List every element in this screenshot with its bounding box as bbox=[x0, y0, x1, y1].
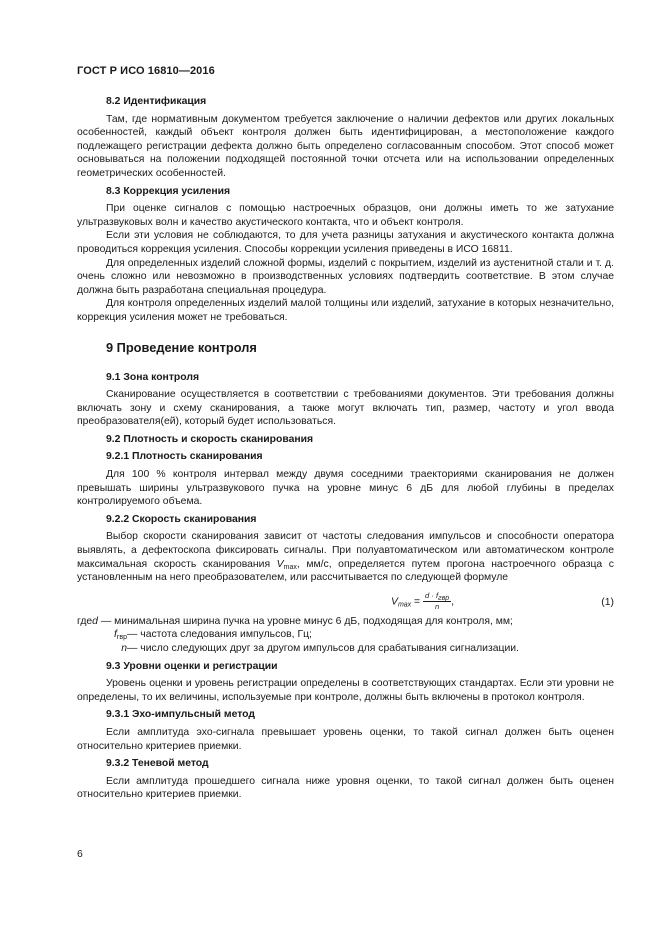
speed-text-part-1: Выбор скорости сканирования зависит от частоты следования импульсов и способности оператора выявлять, а дефектоскопа фиксировать сигналы. При полуавтоматическом или автоматическом контроле максимальная скорость сканирования bbox=[77, 531, 614, 570]
formula-numerator bbox=[423, 591, 451, 602]
section-8-3-paragraph-4: Для контроля определенных изделий малой толщины или изделий, затухание в которых незначительно, коррекция усиления может не требоваться. bbox=[77, 298, 614, 323]
section-9-2-2-heading: 9.2.2 Скорость сканирования bbox=[106, 513, 257, 525]
page-number: 6 bbox=[77, 849, 83, 860]
vmax-symbol: V bbox=[276, 558, 284, 570]
section-8-3-paragraph-3: Для определенных изделий сложной формы, изделий с покрытием, изделий из аустенитной стали и т. д. очень сложно или невозможно в производственных условиях подтвердить соответствие. В этом случае должна быть разработана специальная процедура. bbox=[77, 257, 614, 296]
formula-lhs: V bbox=[391, 596, 398, 608]
legend-text-n: — число следующих друг за другом импульсов для срабатывания сигнализации. bbox=[127, 643, 519, 654]
section-8-3-paragraph-2: Если эти условия не соблюдаются, то для учета разницы затухания и акустического контакта должна проводиться коррекция усиления. Способы коррекции усиления приведены в ИСО 16811. bbox=[77, 230, 614, 255]
section-9-1-heading: 9.1 Зона контроля bbox=[106, 371, 200, 383]
formula-f: f bbox=[436, 590, 439, 600]
legend-row-n bbox=[77, 642, 614, 656]
formula-dot: · bbox=[429, 590, 436, 600]
section-9-2-2-paragraph bbox=[77, 530, 614, 584]
section-9-3-2-heading: 9.3.2 Теневой метод bbox=[106, 758, 209, 770]
section-9-2-heading: 9.2 Плотность и скорость сканирования bbox=[106, 433, 314, 445]
formula-number: (1) bbox=[601, 596, 614, 608]
legend-symbol-f: f bbox=[113, 629, 117, 641]
section-9-3-heading: 9.3 Уровни оценки и регистрации bbox=[106, 660, 278, 672]
formula-expression bbox=[391, 591, 454, 612]
formula-1 bbox=[77, 585, 614, 615]
section-8-3-heading: 8.3 Коррекция усиления bbox=[106, 185, 231, 197]
legend-prefix: где bbox=[77, 615, 93, 627]
formula-comma: , bbox=[451, 596, 455, 608]
vmax-subscript: max bbox=[283, 563, 297, 571]
section-9-2-1-heading: 9.2.1 Плотность сканирования bbox=[106, 451, 263, 463]
legend-symbol-n: n bbox=[121, 643, 127, 654]
section-9-1-paragraph: Сканирование осуществляется в соответствии с требованиями документов. Эти требования должны включать зону и схему сканирования, а также могут включать тип, размер, частоту и угол ввода преобразователя(ей), который будет использоваться. bbox=[77, 389, 614, 428]
formula-f-subscript: гвр bbox=[438, 594, 450, 602]
legend-symbol-f-wrap bbox=[77, 628, 130, 642]
section-9-3-1-heading: 9.3.1 Эхо-импульсный метод bbox=[106, 709, 255, 721]
legend-text-f: — частота следования импульсов, Гц; bbox=[127, 629, 312, 641]
formula-legend bbox=[77, 615, 614, 656]
formula-equals: = bbox=[411, 596, 424, 608]
section-8-3-paragraph-1: При оценке сигналов с помощью настроечных образцов, они должны иметь то же затухание ультразвуковых волн и качество акустического контакта, что и объект контроля. bbox=[77, 203, 614, 228]
formula-n: n bbox=[434, 601, 440, 611]
section-8-2-paragraph: Там, где нормативным документом требуется заключение о наличии дефектов или других локальных особенностей, каждый объект контроля должен быть идентифицирован, а местоположение каждого подлежащего регистрации дефекта должно быть определено согласованным способом. Этот способ может основываться на положении подходящей постоянной точки отсчета или на использовании определенных геометрических особенностей. bbox=[77, 113, 614, 179]
formula-fraction bbox=[423, 591, 451, 612]
legend-symbol-f-subscript: гвр bbox=[116, 634, 127, 642]
legend-text-d: — минимальная ширина пучка на уровне минус 6 дБ, подходящая для контроля, мм; bbox=[97, 615, 513, 627]
section-9-3-2-paragraph: Если амплитуда прошедшего сигнала ниже уровня оценки, то такой сигнал должен быть оценен относительно критериев приемки. bbox=[77, 775, 614, 801]
standard-header: ГОСТ Р ИСО 16810—2016 bbox=[77, 65, 215, 77]
formula-lhs-subscript: max bbox=[397, 601, 412, 609]
section-9-3-1-paragraph: Если амплитуда эхо-сигнала превышает уровень оценки, то такой сигнал должен быть оценен относительно критериев приемки. bbox=[77, 726, 614, 752]
speed-text-part-2: , мм/с, определяется путем прогона настроечного образца с установленным на него преобразователем, или рассчитывается по следующей формуле bbox=[77, 558, 614, 584]
section-9-2-1-paragraph: Для 100 % контроля интервал между двумя соседними траекториями сканирования не должен превышать ширины ультразвукового пучка на уровне минус 6 дБ для любой глубины в пределах контролируемого объема. bbox=[77, 469, 614, 508]
main-text-column bbox=[77, 95, 614, 802]
section-9-heading: 9 Проведение контроля bbox=[106, 339, 257, 355]
section-9-3-paragraph: Уровень оценки и уровень регистрации определены в соответствующих стандартах. Если эти уровни не определены, то их величины, используемые при контроле, должны быть включены в протокол контроля. bbox=[77, 678, 614, 703]
legend-symbol-n-wrap bbox=[77, 642, 130, 656]
section-8-2-heading: 8.2 Идентификация bbox=[106, 96, 207, 107]
formula-denominator bbox=[423, 602, 451, 612]
legend-row-f bbox=[77, 628, 614, 642]
formula-d: d bbox=[425, 590, 430, 600]
legend-symbol-d: d bbox=[92, 615, 98, 627]
legend-row-d bbox=[77, 615, 614, 629]
